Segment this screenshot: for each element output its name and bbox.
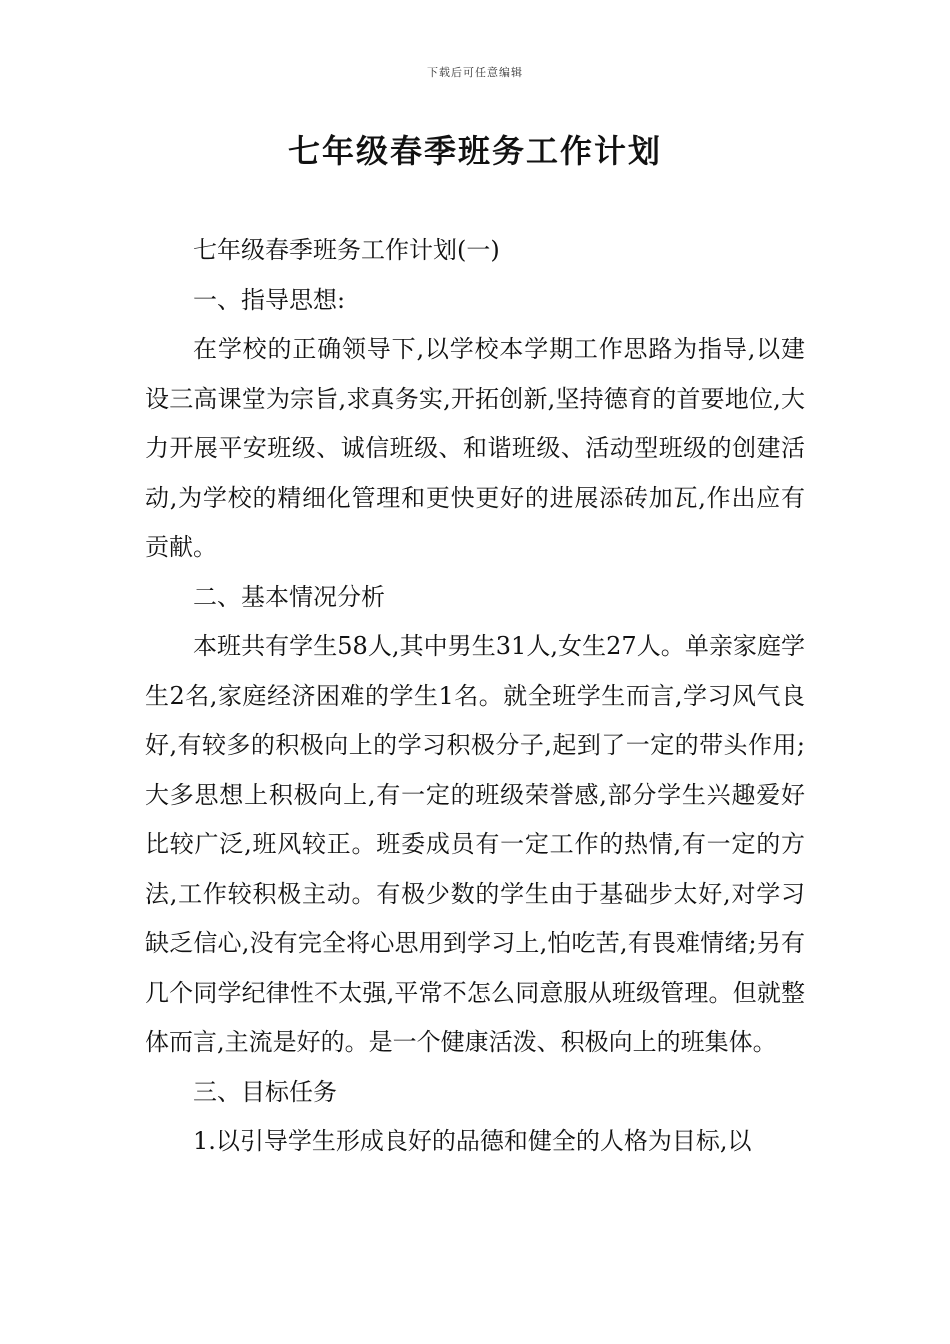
document-title: 七年级春季班务工作计划 [287,132,662,170]
document-body [145,226,805,1167]
section-heading-situation-analysis: 二、基本情况分析 [193,582,385,611]
section-heading-guiding-thought: 一、指导思想: [193,285,346,314]
paragraph-goal-1: 1.以引导学生形成良好的品德和健全的人格为目标,以 [193,1127,752,1155]
header-note: 下载后可任意编辑 [427,66,523,79]
section-subtitle: 七年级春季班务工作计划(一) [193,236,500,264]
paragraph-situation-analysis: 本班共有学生58人,其中男生31人,女生27人。单亲家庭学生2名,家庭经济困难的学生1名。就全班学生而言,学习风气良好,有较多的积极向上的学习积极分子,起到了一定的带头作用;大多思想上积极向上,有一定的班级荣誉感,部分学生兴趣爱好比较广泛,班风较正。班委成员有一定工作的热情,有一定的方法,工作较积极主动。有极少数的学生由于基础步太好,对学习缺乏信心,没有完全将心思用到学习上,怕吃苦,有畏难情绪;另有几个同学纪律性不太强,平常不怎么同意服从班级管理。但就整体而言,主流是好的。是一个健康活泼、积极向上的班集体。 [145,632,805,1056]
section-heading-goals: 三、目标任务 [193,1077,337,1106]
paragraph-guiding-thought: 在学校的正确领导下,以学校本学期工作思路为指导,以建设三高课堂为宗旨,求真务实,开拓创新,坚持德育的首要地位,大力开展平安班级、诚信班级、和谐班级、活动型班级的创建活动,为学校的精细化管理和更快更好的进展添砖加瓦,作出应有贡献。 [145,335,805,561]
